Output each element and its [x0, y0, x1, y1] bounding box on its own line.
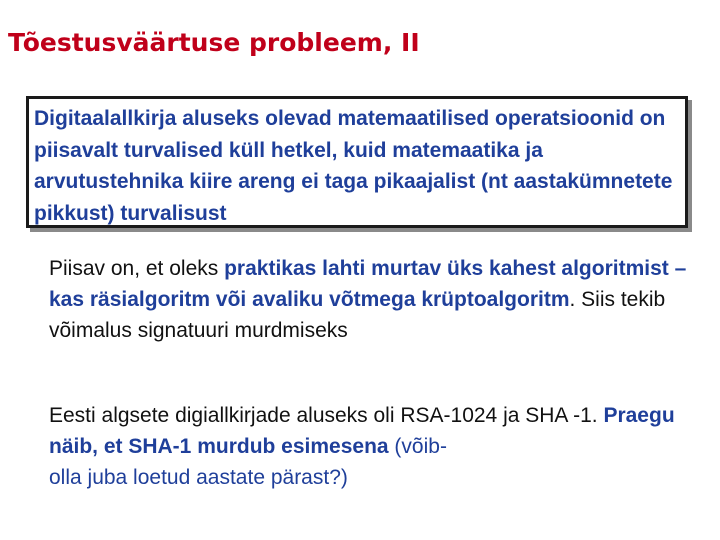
paragraph-practical-break: [49, 253, 699, 346]
paragraph-1-lead: Piisav on, et oleks: [49, 257, 225, 280]
paragraph-1-tail: . Siis tekib võimalus signatuuri murdmiseks: [49, 288, 666, 342]
highlight-box-text: Digitaalallkirja aluseks olevad matemaatilised operatsioonid on piisavalt turvalised küll hetkel, kuid matemaatika ja arvutustehnika kiire areng ei taga pikaajalist (nt aastakümnetete pikkust) turvalisust: [34, 107, 673, 225]
paragraph-2-lead: Eesti algsete digiallkirjade aluseks oli RSA-1024 ja SHA -1.: [49, 404, 604, 427]
slide-title: Tõestusväärtuse probleem, II: [8, 28, 420, 57]
paragraph-estonian-signatures: [49, 400, 699, 493]
paragraph-2-emphasis: Praegu näib, et SHA-1 murdub esimesena: [49, 404, 675, 458]
paragraph-1-emphasis: praktikas lahti murtav üks kahest algoritmist – kas räsialgoritm või avaliku võtmega krüptoalgoritm: [49, 257, 687, 311]
highlight-box: [26, 96, 688, 228]
paragraph-2-aside-end: olla juba loetud aastate pärast?): [49, 466, 348, 489]
paragraph-2-aside-start: (võib-: [388, 435, 447, 458]
